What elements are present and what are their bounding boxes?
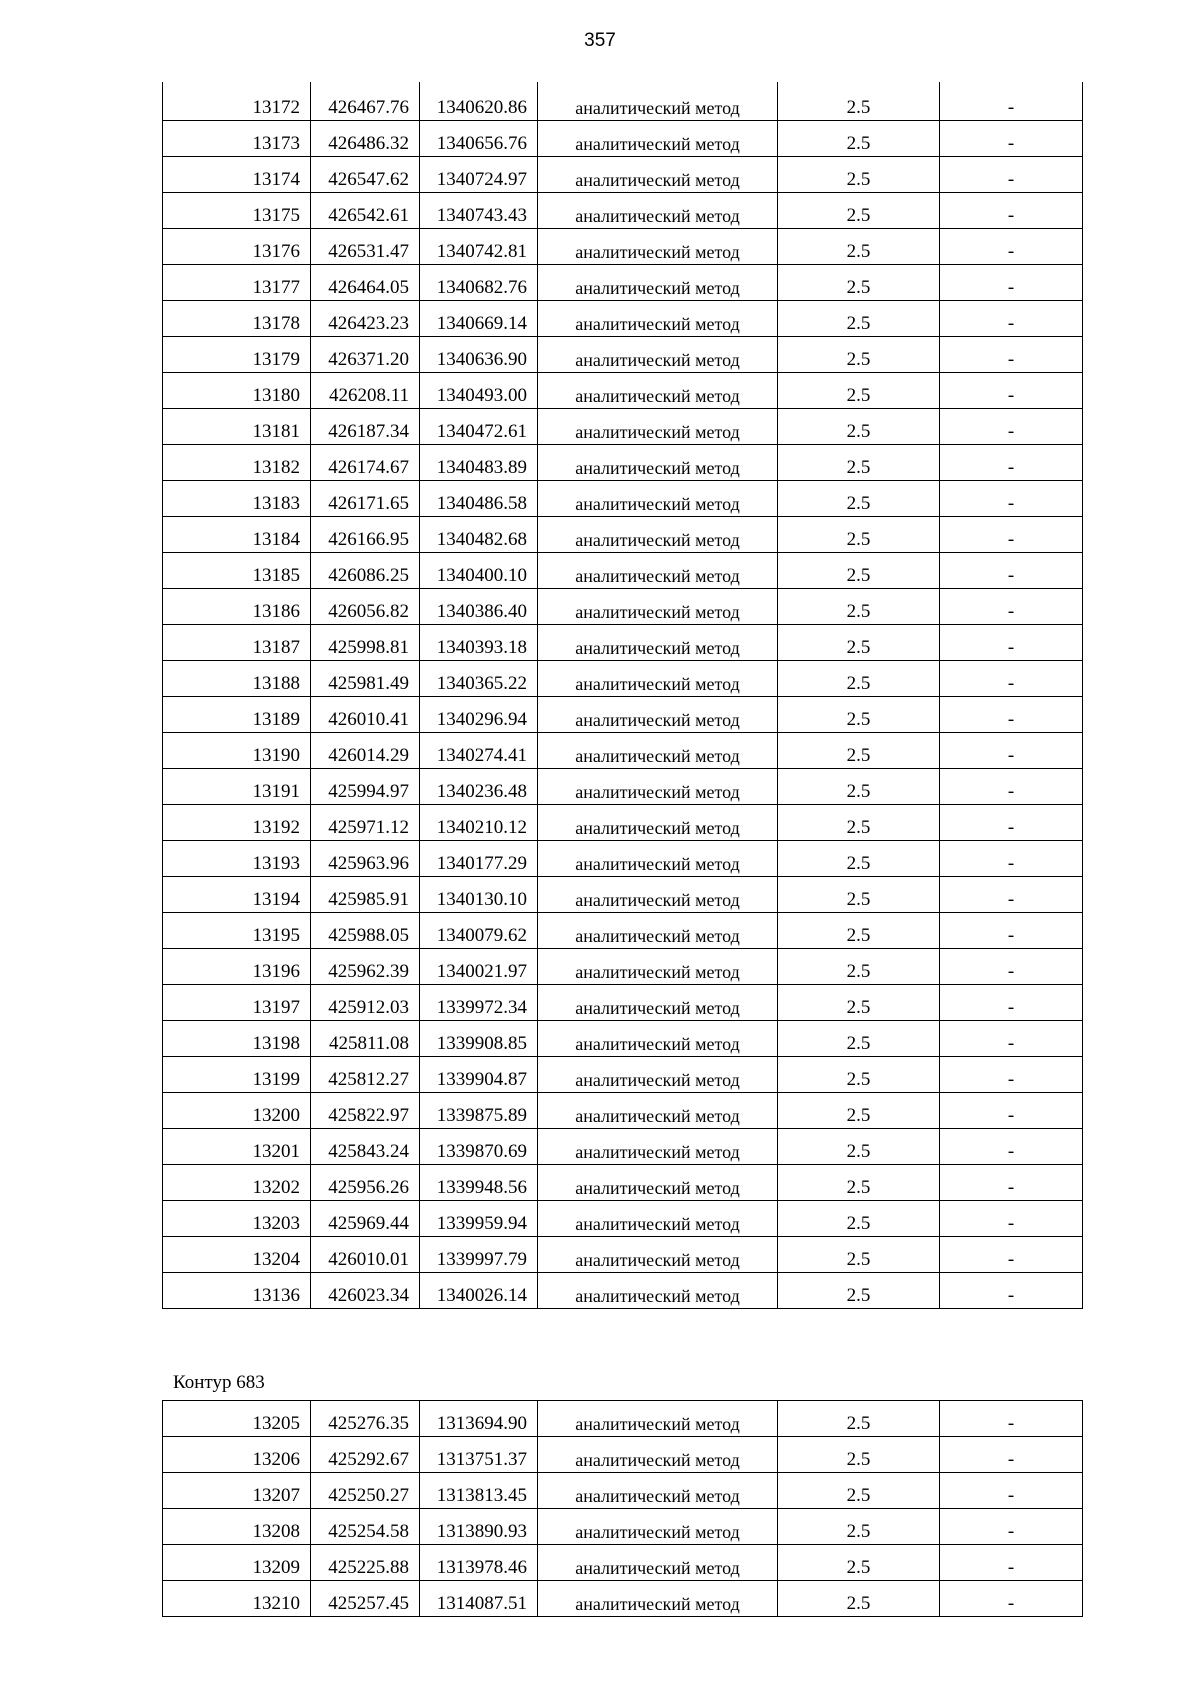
method-cell: аналитический метод: [538, 1020, 778, 1056]
note-cell: -: [940, 1545, 1083, 1581]
point-number-cell: 13198: [163, 1020, 311, 1056]
point-number-cell: 13197: [163, 984, 311, 1020]
note-cell: -: [940, 840, 1083, 876]
note-cell: -: [940, 1437, 1083, 1473]
note-cell: -: [940, 804, 1083, 840]
accuracy-cell: 2.5: [778, 660, 940, 696]
table-row: [163, 840, 1083, 876]
x-coordinate-cell: 426208.11: [311, 372, 420, 408]
point-number-cell: 13175: [163, 192, 311, 228]
point-number-cell: 13174: [163, 156, 311, 192]
y-coordinate-cell: 1340493.00: [420, 372, 538, 408]
table-row: [163, 1509, 1083, 1545]
method-cell: аналитический метод: [538, 732, 778, 768]
y-coordinate-cell: 1340724.97: [420, 156, 538, 192]
y-coordinate-cell: 1339870.69: [420, 1128, 538, 1164]
method-cell: аналитический метод: [538, 768, 778, 804]
method-cell: аналитический метод: [538, 1473, 778, 1509]
x-coordinate-cell: 425912.03: [311, 984, 420, 1020]
x-coordinate-cell: 426371.20: [311, 336, 420, 372]
method-cell: аналитический метод: [538, 1164, 778, 1200]
x-coordinate-cell: 426056.82: [311, 588, 420, 624]
y-coordinate-cell: 1313813.45: [420, 1473, 538, 1509]
method-cell: аналитический метод: [538, 1272, 778, 1308]
table-row: [163, 804, 1083, 840]
point-number-cell: 13208: [163, 1509, 311, 1545]
accuracy-cell: 2.5: [778, 1437, 940, 1473]
note-cell: -: [940, 588, 1083, 624]
note-cell: -: [940, 1509, 1083, 1545]
note-cell: -: [940, 1272, 1083, 1308]
point-number-cell: 13177: [163, 264, 311, 300]
point-number-cell: 13182: [163, 444, 311, 480]
y-coordinate-cell: 1339959.94: [420, 1200, 538, 1236]
method-cell: аналитический метод: [538, 840, 778, 876]
x-coordinate-cell: 426010.41: [311, 696, 420, 732]
method-cell: аналитический метод: [538, 264, 778, 300]
note-cell: -: [940, 192, 1083, 228]
accuracy-cell: 2.5: [778, 192, 940, 228]
accuracy-cell: 2.5: [778, 1473, 940, 1509]
accuracy-cell: 2.5: [778, 840, 940, 876]
method-cell: аналитический метод: [538, 1509, 778, 1545]
accuracy-cell: 2.5: [778, 1200, 940, 1236]
point-number-cell: 13136: [163, 1272, 311, 1308]
x-coordinate-cell: 425822.97: [311, 1092, 420, 1128]
y-coordinate-cell: 1340296.94: [420, 696, 538, 732]
accuracy-cell: 2.5: [778, 552, 940, 588]
note-cell: -: [940, 552, 1083, 588]
note-cell: -: [940, 1128, 1083, 1164]
accuracy-cell: 2.5: [778, 372, 940, 408]
table-row: [163, 660, 1083, 696]
table-row: [163, 1272, 1083, 1308]
table-row: [163, 1164, 1083, 1200]
accuracy-cell: 2.5: [778, 984, 940, 1020]
accuracy-cell: 2.5: [778, 912, 940, 948]
method-cell: аналитический метод: [538, 984, 778, 1020]
method-cell: аналитический метод: [538, 1056, 778, 1092]
x-coordinate-cell: 426542.61: [311, 192, 420, 228]
method-cell: аналитический метод: [538, 1401, 778, 1437]
accuracy-cell: 2.5: [778, 1056, 940, 1092]
accuracy-cell: 2.5: [778, 588, 940, 624]
table-row: [163, 1545, 1083, 1581]
point-number-cell: 13173: [163, 120, 311, 156]
accuracy-cell: 2.5: [778, 732, 940, 768]
x-coordinate-cell: 426014.29: [311, 732, 420, 768]
accuracy-cell: 2.5: [778, 768, 940, 804]
accuracy-cell: 2.5: [778, 1509, 940, 1545]
table-row: [163, 1236, 1083, 1272]
y-coordinate-cell: 1340026.14: [420, 1272, 538, 1308]
y-coordinate-cell: 1340274.41: [420, 732, 538, 768]
point-number-cell: 13201: [163, 1128, 311, 1164]
x-coordinate-cell: 425962.39: [311, 948, 420, 984]
method-cell: аналитический метод: [538, 876, 778, 912]
method-cell: аналитический метод: [538, 1236, 778, 1272]
method-cell: аналитический метод: [538, 588, 778, 624]
table-row: [163, 480, 1083, 516]
accuracy-cell: 2.5: [778, 624, 940, 660]
x-coordinate-cell: 425292.67: [311, 1437, 420, 1473]
note-cell: -: [940, 228, 1083, 264]
x-coordinate-cell: 425994.97: [311, 768, 420, 804]
note-cell: -: [940, 948, 1083, 984]
y-coordinate-cell: 1339997.79: [420, 1236, 538, 1272]
accuracy-cell: 2.5: [778, 444, 940, 480]
y-coordinate-cell: 1340656.76: [420, 120, 538, 156]
note-cell: -: [940, 1581, 1083, 1617]
contour-label: Контур 683: [173, 1372, 265, 1393]
point-number-cell: 13202: [163, 1164, 311, 1200]
table-row: [163, 768, 1083, 804]
y-coordinate-cell: 1340021.97: [420, 948, 538, 984]
table-row: [163, 156, 1083, 192]
table-row: [163, 82, 1083, 120]
point-number-cell: 13204: [163, 1236, 311, 1272]
point-number-cell: 13178: [163, 300, 311, 336]
note-cell: -: [940, 624, 1083, 660]
point-number-cell: 13191: [163, 768, 311, 804]
accuracy-cell: 2.5: [778, 804, 940, 840]
point-number-cell: 13189: [163, 696, 311, 732]
accuracy-cell: 2.5: [778, 1164, 940, 1200]
note-cell: -: [940, 120, 1083, 156]
x-coordinate-cell: 425963.96: [311, 840, 420, 876]
accuracy-cell: 2.5: [778, 1236, 940, 1272]
point-number-cell: 13185: [163, 552, 311, 588]
method-cell: аналитический метод: [538, 228, 778, 264]
note-cell: -: [940, 480, 1083, 516]
y-coordinate-cell: 1340079.62: [420, 912, 538, 948]
accuracy-cell: 2.5: [778, 480, 940, 516]
x-coordinate-cell: 426086.25: [311, 552, 420, 588]
note-cell: -: [940, 336, 1083, 372]
x-coordinate-cell: 425811.08: [311, 1020, 420, 1056]
x-coordinate-cell: 425843.24: [311, 1128, 420, 1164]
point-number-cell: 13193: [163, 840, 311, 876]
accuracy-cell: 2.5: [778, 300, 940, 336]
point-number-cell: 13209: [163, 1545, 311, 1581]
x-coordinate-cell: 425956.26: [311, 1164, 420, 1200]
point-number-cell: 13183: [163, 480, 311, 516]
point-number-cell: 13210: [163, 1581, 311, 1617]
accuracy-cell: 2.5: [778, 82, 940, 120]
x-coordinate-cell: 426023.34: [311, 1272, 420, 1308]
table-row: [163, 984, 1083, 1020]
x-coordinate-cell: 426423.23: [311, 300, 420, 336]
x-coordinate-cell: 425981.49: [311, 660, 420, 696]
x-coordinate-cell: 426171.65: [311, 480, 420, 516]
y-coordinate-cell: 1340130.10: [420, 876, 538, 912]
table-row: [163, 1056, 1083, 1092]
y-coordinate-cell: 1340620.86: [420, 82, 538, 120]
table-row: [163, 192, 1083, 228]
coordinates-table: [162, 82, 1083, 1309]
note-cell: -: [940, 876, 1083, 912]
x-coordinate-cell: 425225.88: [311, 1545, 420, 1581]
note-cell: -: [940, 516, 1083, 552]
y-coordinate-cell: 1339908.85: [420, 1020, 538, 1056]
point-number-cell: 13205: [163, 1401, 311, 1437]
point-number-cell: 13207: [163, 1473, 311, 1509]
point-number-cell: 13186: [163, 588, 311, 624]
x-coordinate-cell: 426486.32: [311, 120, 420, 156]
note-cell: -: [940, 1020, 1083, 1056]
accuracy-cell: 2.5: [778, 264, 940, 300]
method-cell: аналитический метод: [538, 912, 778, 948]
y-coordinate-cell: 1340742.81: [420, 228, 538, 264]
x-coordinate-cell: 426174.67: [311, 444, 420, 480]
note-cell: -: [940, 156, 1083, 192]
table-row: [163, 696, 1083, 732]
point-number-cell: 13194: [163, 876, 311, 912]
note-cell: -: [940, 1056, 1083, 1092]
method-cell: аналитический метод: [538, 300, 778, 336]
accuracy-cell: 2.5: [778, 1401, 940, 1437]
table-row: [163, 444, 1083, 480]
x-coordinate-cell: 425250.27: [311, 1473, 420, 1509]
contour-683-table: [162, 1400, 1083, 1617]
y-coordinate-cell: 1340743.43: [420, 192, 538, 228]
note-cell: -: [940, 82, 1083, 120]
y-coordinate-cell: 1340486.58: [420, 480, 538, 516]
point-number-cell: 13199: [163, 1056, 311, 1092]
point-number-cell: 13200: [163, 1092, 311, 1128]
table-row: [163, 300, 1083, 336]
y-coordinate-cell: 1313751.37: [420, 1437, 538, 1473]
y-coordinate-cell: 1340393.18: [420, 624, 538, 660]
y-coordinate-cell: 1340483.89: [420, 444, 538, 480]
table-row: [163, 912, 1083, 948]
y-coordinate-cell: 1339875.89: [420, 1092, 538, 1128]
point-number-cell: 13181: [163, 408, 311, 444]
y-coordinate-cell: 1313890.93: [420, 1509, 538, 1545]
method-cell: аналитический метод: [538, 480, 778, 516]
y-coordinate-cell: 1339972.34: [420, 984, 538, 1020]
accuracy-cell: 2.5: [778, 1092, 940, 1128]
note-cell: -: [940, 264, 1083, 300]
method-cell: аналитический метод: [538, 1581, 778, 1617]
x-coordinate-cell: 426464.05: [311, 264, 420, 300]
x-coordinate-cell: 426187.34: [311, 408, 420, 444]
table-row: [163, 1437, 1083, 1473]
method-cell: аналитический метод: [538, 156, 778, 192]
y-coordinate-cell: 1340210.12: [420, 804, 538, 840]
accuracy-cell: 2.5: [778, 228, 940, 264]
point-number-cell: 13196: [163, 948, 311, 984]
method-cell: аналитический метод: [538, 1437, 778, 1473]
note-cell: -: [940, 732, 1083, 768]
table-row: [163, 1581, 1083, 1617]
point-number-cell: 13172: [163, 82, 311, 120]
accuracy-cell: 2.5: [778, 1020, 940, 1056]
accuracy-cell: 2.5: [778, 1128, 940, 1164]
table-row: [163, 876, 1083, 912]
point-number-cell: 13184: [163, 516, 311, 552]
y-coordinate-cell: 1313978.46: [420, 1545, 538, 1581]
table-row: [163, 1473, 1083, 1509]
y-coordinate-cell: 1340400.10: [420, 552, 538, 588]
note-cell: -: [940, 1092, 1083, 1128]
method-cell: аналитический метод: [538, 804, 778, 840]
table-row: [163, 624, 1083, 660]
method-cell: аналитический метод: [538, 624, 778, 660]
method-cell: аналитический метод: [538, 516, 778, 552]
table-row: [163, 372, 1083, 408]
point-number-cell: 13187: [163, 624, 311, 660]
x-coordinate-cell: 426467.76: [311, 82, 420, 120]
method-cell: аналитический метод: [538, 948, 778, 984]
table-row: [163, 588, 1083, 624]
method-cell: аналитический метод: [538, 444, 778, 480]
method-cell: аналитический метод: [538, 408, 778, 444]
x-coordinate-cell: 426010.01: [311, 1236, 420, 1272]
accuracy-cell: 2.5: [778, 696, 940, 732]
method-cell: аналитический метод: [538, 696, 778, 732]
x-coordinate-cell: 425971.12: [311, 804, 420, 840]
method-cell: аналитический метод: [538, 120, 778, 156]
point-number-cell: 13176: [163, 228, 311, 264]
x-coordinate-cell: 425254.58: [311, 1509, 420, 1545]
y-coordinate-cell: 1314087.51: [420, 1581, 538, 1617]
method-cell: аналитический метод: [538, 552, 778, 588]
method-cell: аналитический метод: [538, 372, 778, 408]
point-number-cell: 13190: [163, 732, 311, 768]
note-cell: -: [940, 444, 1083, 480]
point-number-cell: 13180: [163, 372, 311, 408]
table-row: [163, 336, 1083, 372]
note-cell: -: [940, 408, 1083, 444]
note-cell: -: [940, 768, 1083, 804]
accuracy-cell: 2.5: [778, 1545, 940, 1581]
point-number-cell: 13203: [163, 1200, 311, 1236]
x-coordinate-cell: 426531.47: [311, 228, 420, 264]
y-coordinate-cell: 1340636.90: [420, 336, 538, 372]
table-row: [163, 1020, 1083, 1056]
accuracy-cell: 2.5: [778, 876, 940, 912]
y-coordinate-cell: 1340682.76: [420, 264, 538, 300]
note-cell: -: [940, 1164, 1083, 1200]
y-coordinate-cell: 1339948.56: [420, 1164, 538, 1200]
table-row: [163, 516, 1083, 552]
y-coordinate-cell: 1340482.68: [420, 516, 538, 552]
accuracy-cell: 2.5: [778, 948, 940, 984]
point-number-cell: 13188: [163, 660, 311, 696]
note-cell: -: [940, 1236, 1083, 1272]
x-coordinate-cell: 426166.95: [311, 516, 420, 552]
y-coordinate-cell: 1340472.61: [420, 408, 538, 444]
y-coordinate-cell: 1340365.22: [420, 660, 538, 696]
table-row: [163, 1200, 1083, 1236]
accuracy-cell: 2.5: [778, 408, 940, 444]
method-cell: аналитический метод: [538, 1545, 778, 1581]
y-coordinate-cell: 1340386.40: [420, 588, 538, 624]
note-cell: -: [940, 1473, 1083, 1509]
point-number-cell: 13195: [163, 912, 311, 948]
method-cell: аналитический метод: [538, 1200, 778, 1236]
method-cell: аналитический метод: [538, 82, 778, 120]
accuracy-cell: 2.5: [778, 336, 940, 372]
note-cell: -: [940, 300, 1083, 336]
table-row: [163, 120, 1083, 156]
method-cell: аналитический метод: [538, 1128, 778, 1164]
table-row: [163, 264, 1083, 300]
y-coordinate-cell: 1339904.87: [420, 1056, 538, 1092]
x-coordinate-cell: 425985.91: [311, 876, 420, 912]
point-number-cell: 13206: [163, 1437, 311, 1473]
accuracy-cell: 2.5: [778, 1272, 940, 1308]
x-coordinate-cell: 426547.62: [311, 156, 420, 192]
y-coordinate-cell: 1340177.29: [420, 840, 538, 876]
y-coordinate-cell: 1340236.48: [420, 768, 538, 804]
point-number-cell: 13179: [163, 336, 311, 372]
note-cell: -: [940, 1200, 1083, 1236]
note-cell: -: [940, 372, 1083, 408]
note-cell: -: [940, 912, 1083, 948]
table-row: [163, 732, 1083, 768]
accuracy-cell: 2.5: [778, 1581, 940, 1617]
x-coordinate-cell: 425812.27: [311, 1056, 420, 1092]
accuracy-cell: 2.5: [778, 120, 940, 156]
table-row: [163, 228, 1083, 264]
x-coordinate-cell: 425257.45: [311, 1581, 420, 1617]
note-cell: -: [940, 696, 1083, 732]
table-row: [163, 1401, 1083, 1437]
method-cell: аналитический метод: [538, 336, 778, 372]
note-cell: -: [940, 660, 1083, 696]
method-cell: аналитический метод: [538, 192, 778, 228]
method-cell: аналитический метод: [538, 660, 778, 696]
table-row: [163, 948, 1083, 984]
x-coordinate-cell: 425988.05: [311, 912, 420, 948]
y-coordinate-cell: 1340669.14: [420, 300, 538, 336]
table-row: [163, 1092, 1083, 1128]
y-coordinate-cell: 1313694.90: [420, 1401, 538, 1437]
x-coordinate-cell: 425276.35: [311, 1401, 420, 1437]
table-row: [163, 408, 1083, 444]
note-cell: -: [940, 1401, 1083, 1437]
accuracy-cell: 2.5: [778, 516, 940, 552]
page-number: 357: [584, 30, 616, 51]
x-coordinate-cell: 425998.81: [311, 624, 420, 660]
x-coordinate-cell: 425969.44: [311, 1200, 420, 1236]
table-row: [163, 552, 1083, 588]
table-row: [163, 1128, 1083, 1164]
note-cell: -: [940, 984, 1083, 1020]
method-cell: аналитический метод: [538, 1092, 778, 1128]
point-number-cell: 13192: [163, 804, 311, 840]
accuracy-cell: 2.5: [778, 156, 940, 192]
